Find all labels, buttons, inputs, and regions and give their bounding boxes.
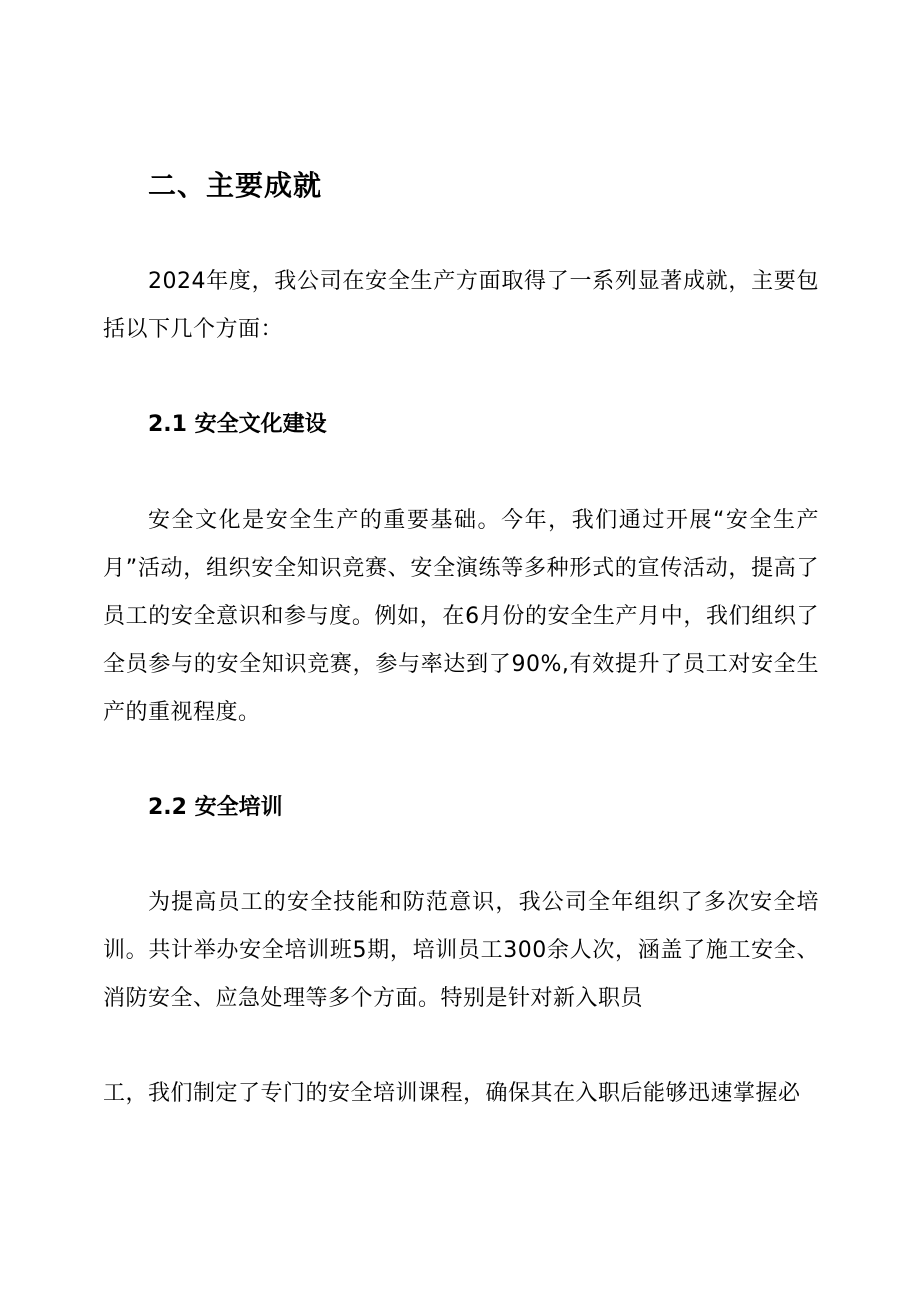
safety-culture-paragraph: 安全文化是安全生产的重要基础。今年，我们通过开展“安全生产月”活动，组织安全知识竞赛、安全演练等多种形式的宣传活动，提高了员工的安全意识和参与度。例如，在6月份的安全生产月中，我们组织了全员参与的安全知识竞赛，参与率达到了90%,有效提升了员工对安全生产的重视程度。	[103, 508, 819, 725]
subsection-heading-safety-culture: 2.1 安全文化建设	[148, 412, 327, 437]
safety-training-continued-paragraph: 工，我们制定了专门的安全培训课程，确保其在入职后能够迅速掌握必	[103, 1081, 801, 1106]
intro-paragraph: 2024年度，我公司在安全生产方面取得了一系列显著成就，主要包括以下几个方面：	[103, 269, 819, 342]
safety-training-paragraph: 为提高员工的安全技能和防范意识，我公司全年组织了多次安全培训。共计举办安全培训班5期，培训员工300余人次，涵盖了施工安全、消防安全、应急处理等多个方面。特别是针对新入职员	[103, 890, 819, 1011]
subsection-heading-safety-training: 2.2 安全培训	[148, 795, 283, 820]
section-title: 二、主要成就	[148, 169, 323, 202]
